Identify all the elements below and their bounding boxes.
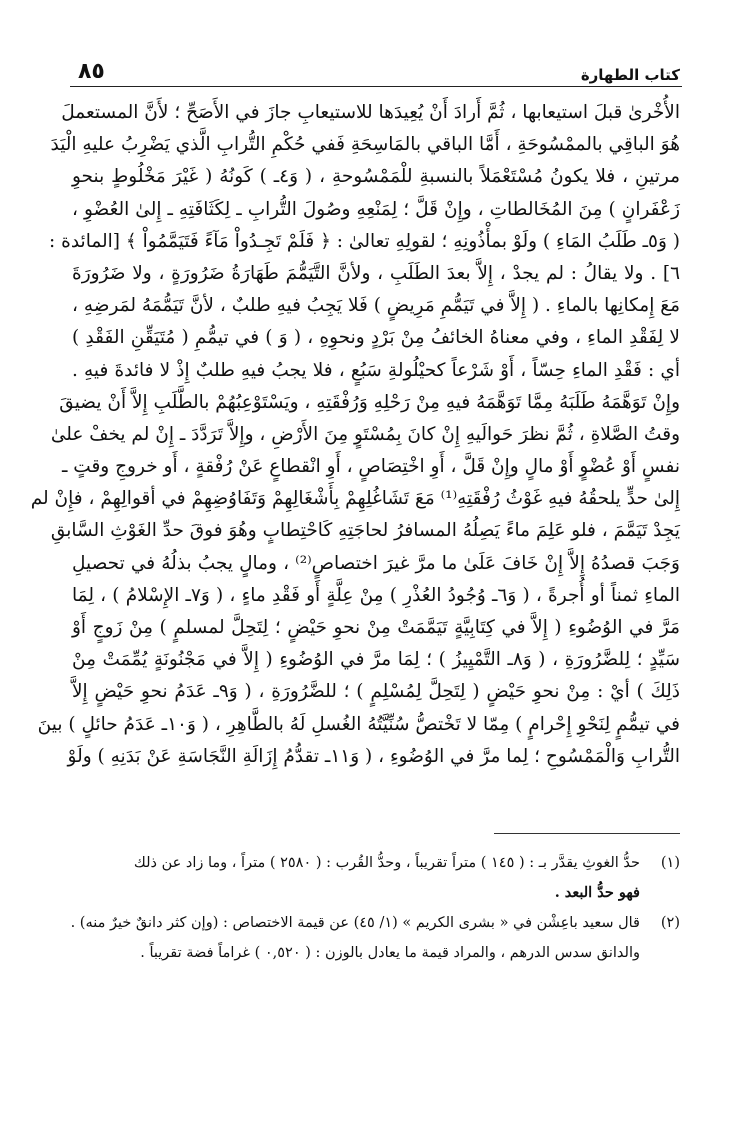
text-line: مرتينِ ، فلا يكونُ مُسْتَعْمَلاً بالنسبةِ للْمَمْسُوحةِ ، ( وَ٤ـ ) كَونُهُ ( غَيْرَ مَخْلُوطٍ بنحوِ [72,166,680,188]
footnotes [72,848,680,968]
running-header [78,58,680,84]
footnote-number: (١) [660,855,680,871]
book-section-title: كتاب الطهارة [580,66,680,84]
text-line: الماءِ ثمناً أو أُجرةً ، ( وَ٦ـ وُجُودُ العُذْرِ ) مِنْ عِلَّةٍ أَو فَقْدِ ماءٍ ، ( وَ٧ـ الإِسْلامُ ) ، لِمَا [72,584,680,606]
main-text [30,97,681,773]
footnote [72,908,680,968]
text-line: إِلىٰ حدٍّ يلحقُهُ فيهِ غَوْثُ رُفْقَتِهِ⁽¹⁾ مَعَ تَشَاغُلِهِمْ بِأَشْغَالِهِمْ وَتَفَاوُضِهِمْ في أقوالِهِمْ ، فإِنْ لم [30,488,680,510]
text-line: في تيمُّمٍ لِنَحْوِ إِحْرامٍ ) مِمّا لا تَخْتصُّ سُنِّيَّتُهُ الغُسلِ لَهُ بالطَّاهِرِ ، ( وَ١٠ـ عَدَمُ حائلٍ ) بينَ [37,713,680,735]
footnote [72,848,680,908]
footnote-text [71,908,640,968]
text-line: وإِنْ تَوَهَّمَهُ طَلَبَهُ مِمَّا تَوَهَّمَهُ فيهِ مِنْ رَحْلِهِ وَرُفْقَتِهِ ، ويَسْتَوْعِبُهُمْ بالطَّلَبِ إِلاَّ أَنْ يضيقَ [59,391,680,413]
text-line: ذَلِكَ ) أيْ : مِنْ نحوِ حَيْضٍ ( لِتَحِلَّ لِمُسْلِمٍ ) ؛ للضَّرُورَةِ ، ( وَ٩ـ عَدَمُ نحوِ حَيْضٍ إِلاَّ [72,681,680,703]
text-line: ( وَ٥ـ طَلَبُ المَاءِ ) ولَوْ بمأْذُونِهِ ؛ لقولِهِ تعالىٰ : ﴿ فَلَمْ تَجِـدُواْ مَآءً فَتَيَمَّمُواْ ﴾ [المائدة : [49,230,680,252]
text-line: نفسٍ أَوْ عُضْوٍ أَوْ مالٍ وإِنْ قَلَّ ، أَوِ اخْتِصَاصٍ ، أَوِ انْقطاعٍ عَنْ رُفْقةٍ ، أَو خروجِ وقتٍ ـ [61,456,680,478]
text-line: لا لِفَقْدِ الماءِ ، وفي معناهُ الخائفُ مِنْ بَرْدٍ ونحوِهِ ، ( وَ ) في تيمُّمِ ( مُتَيَقِّنِ الفَقْدِ ) [72,327,680,349]
footnote-text [72,848,640,908]
footnote-separator [494,833,680,834]
footnote-line: حدُّ الغوثِ يقدَّر بـ : ( ١٤٥ ) متراً تقريباً ، وحدُّ القُرب : ( ٢٥٨٠ ) متراً ، وما زاد عن ذلك [133,855,640,871]
text-line: ٦] . ولا يقالُ : لم يجدْ ، إِلاَّ بعدَ الطَلَبِ ، ولأنَّ التَّيَمُّمَ طَهَارَةُ ضَرُورَةٍ ، ولا ضَرُورَةَ [72,262,680,284]
text-line: هُوَ الباقِي بالممْسُوحَةِ ، أَمَّا الباقي بالمَاسِحَةِ فَفي حُكْمِ التُّرابِ الَّذي يَضْرِبُ عليهِ الْيَدَ [50,134,680,156]
footnote-line: فهو حدُّ البعد . [554,884,640,901]
text-line: وَجَبَ قصدُهُ إِلاَّ إِنْ خَافَ عَلَىٰ ما مرَّ غيرَ اختصاصٍ⁽²⁾ ، ومالٍ يجبُ بذلُهُ في تحصيلِ [72,552,680,574]
text-line: زَعْفَرانٍ ) مِنَ المُخَالطاتِ ، وإِنْ قَلَّ ؛ لِمَنْعِهِ وصُولَ التُّرابِ ـ لِكَثَافَتِهِ ـ إِلىٰ العُضْوِ ، [72,198,680,220]
text-line: مَرَّ في الوُضُوءِ ( إِلاَّ في كِتَابِيَّةٍ تَيَمَّمَتْ مِنْ نحوِ حَيْضٍ ؛ لِتَحِلَّ لمسلمٍ ) مِنْ زَوجٍ أَوْ [72,617,680,638]
text-line: وقتُ الصَّلاةِ ، ثُمَّ نظرَ حَوالَيهِ إِنْ كانَ بِمُسْتَوٍ مِنَ الأَرْضِ ، وإِلاَّ تَرَدَّدَ ـ إِنْ لم يخفْ علىٰ [50,423,680,445]
header-rule [70,86,682,87]
text-line: التُّرابِ وَالْمَمْسُوحِ ؛ لِما مرَّ في الوُضُوءِ ، ( وَ١١ـ تقدُّمُ إِزَالَةِ النَّجَاسَةِ عَنْ بَدَنِهِ ) ولَوْ [67,745,680,767]
footnote-number: (٢) [660,915,680,931]
text-line: الأُخْرىٰ قبلَ استيعابها ، ثُمَّ أَرادَ أَنْ يُعِيدَها للاستيعابِ جازَ في الأَصَحِّ ؛ لأَنَّ المستعملَ [61,102,680,123]
text-line: مَعَ إِمكانِها بالماءِ . ( إِلاَّ في تَيَمُّمِ مَرِيضٍ ) فَلا يَجِبُ فيهِ طلبٌ ، لأنَّ تَيَمُّمَهُ لمَرضِهِ ، [72,295,680,317]
text-line: سَيِّدٍ ؛ لِلضَّرُورَةِ ، ( وَ٨ـ التَّمْيِيزُ ) ؛ لِمَا مرَّ في الوُضُوءِ ( إِلاَّ في مَجْنُونَةٍ يُمِّمَتْ مِنْ [72,649,681,671]
page-number: ٨٥ [78,59,105,84]
text-line: أي : فَقْدِ الماءِ حِسّاً ، أَوْ شَرْعاً كحيْلُولةِ سَبُعٍ ، فلا يجبُ فيهِ طلبٌ إِذْ لا فائدةَ فيهِ . [72,359,680,381]
text-line: يَجِدْ تَيَمَّمَ ، فلو عَلِمَ ماءً يَصِلُهُ المسافرُ لحاجَتِهِ كَاحْتِطابٍ وهُوَ فوقَ حدِّ الغَوْثِ السَّابقِ [50,520,680,542]
footnote-line: قال سعيد باعِشْن في « بشرى الكريم » (١/ ٤٥) عن قيمة الاختصاص : (وإن كثر دانقٌ خيرٌ منه) . [70,915,640,931]
footnote-line: والدانق سدس الدرهم ، والمراد قيمة ما يعادل بالوزن : ( ٠,٥٢٠ ) غراماً فضة تقريباً . [140,945,640,961]
